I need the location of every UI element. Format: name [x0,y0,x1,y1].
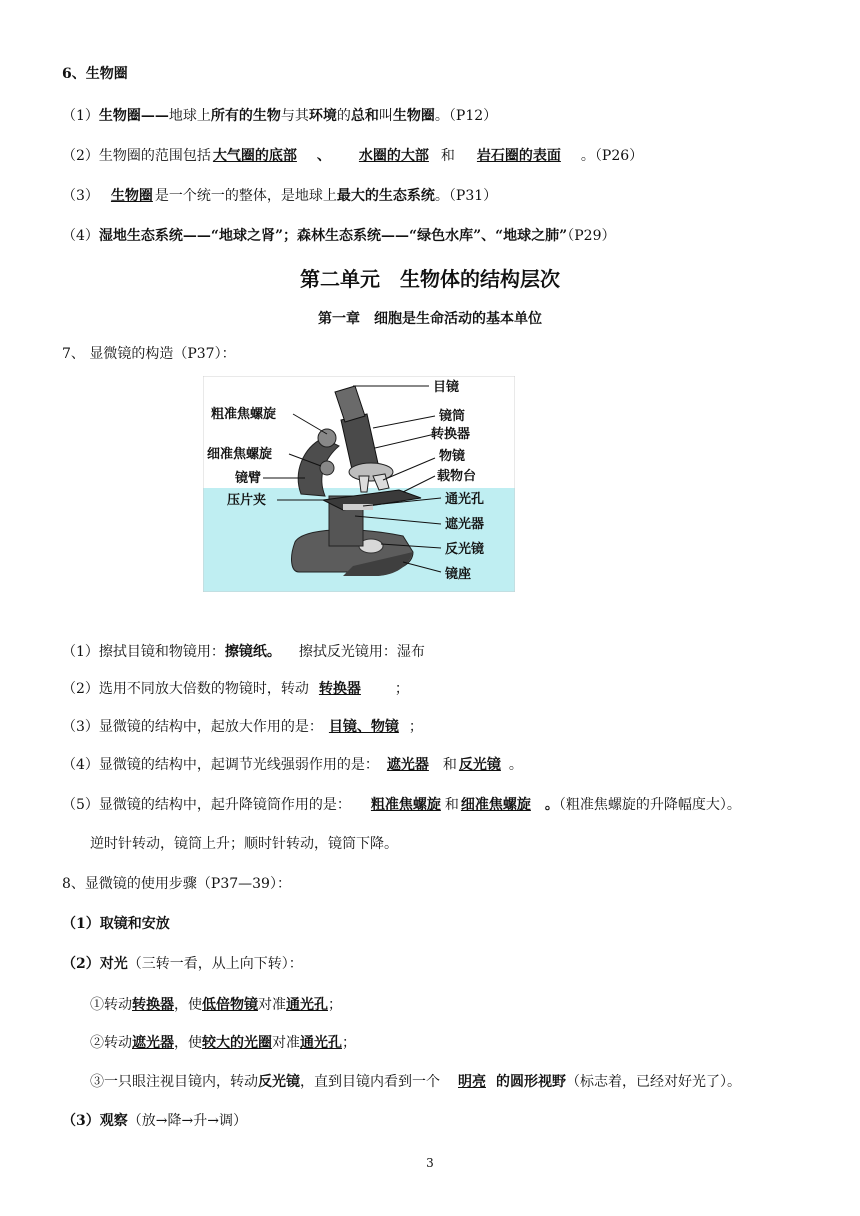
text: 和 [442,757,457,773]
label-base: 镜座 [445,567,472,582]
item-number: （3） [62,1113,100,1129]
s7-line-4 [62,755,523,775]
text: （P29） [567,228,616,244]
answer-blank: 反光镜 [458,757,501,773]
text: 生物圈的范围包括 [98,148,211,164]
answer-blank: 通光孔 [286,997,328,1013]
s8-step-1: （1）取镜和安放 [62,916,170,932]
label-coarse-knob: 粗准焦螺旋 [211,407,277,422]
text: ，使 [174,997,202,1013]
text: ③一只眼注视目镜内，转动 [90,1074,258,1090]
text-bold: 。 [544,797,559,813]
text: ②转动 [90,1035,132,1051]
s8-substep-3 [90,1072,741,1092]
text: （粗准焦螺旋的升降幅度大）。 [558,797,741,813]
item-number: （1） [62,108,99,124]
section-6-title: 6、生物圈 [62,66,128,82]
answer-blank: 目镜、物镜 [328,719,399,735]
text: 。 [508,757,523,773]
eyepiece-shape [335,386,365,422]
text-bold: 的圆形视野 [496,1074,566,1090]
text-bold: 观察 [99,1113,128,1129]
label-mirror: 反光镜 [445,542,485,557]
section-7-title: 7、 显微镜的构造（P37）： [62,346,236,362]
answer-blank: 明亮 [458,1074,486,1090]
text-bold: 擦镜纸。 [224,644,281,660]
text: ，直到目镜内看到一个 [300,1074,440,1090]
text-bold: 反光镜 [258,1074,300,1090]
label-hole: 通光孔 [445,492,485,507]
section-8-title: 8、显微镜的使用步骤（P37—39）： [62,876,291,892]
label-eyepiece: 目镜 [433,380,460,395]
label-diaphragm: 遮光器 [445,517,485,532]
s7-line-2 [62,679,409,699]
text-bold: 生物圈 [392,108,435,124]
answer-blank: 细准焦螺旋 [460,797,531,813]
label-arm: 镜臂 [235,471,262,486]
s6-line-4 [62,226,615,246]
chapter-title: 第一章 细胞是生命活动的基本单位 [318,311,542,327]
item-number: （5） [62,797,99,813]
text: 与其 [280,108,309,124]
text-bold: 湿地生态系统——“地球之肾”；森林生态系统——“绿色水库”、“地球之肺” [98,228,568,244]
answer-blank: 低倍物镜 [202,997,258,1013]
unit-title: 第二单元 生物体的结构层次 [300,267,560,291]
item-number: （2） [62,148,99,164]
s6-line-2 [62,146,643,166]
label-clip: 压片夹 [227,493,267,508]
text: 。（P26） [580,148,644,164]
text-bold: 最大的生态系统 [336,188,435,204]
s7-line-6: 逆时针转动，镜筒上升；顺时针转动，镜筒下降。 [90,836,398,852]
fine-knob-shape [320,461,334,475]
text: （放→降→升→调） [127,1113,247,1129]
microscope-diagram [203,376,515,592]
item-number: （3） [62,188,99,204]
answer-blank: 粗准焦螺旋 [370,797,441,813]
item-number: （3） [62,719,99,735]
text: 显微镜的结构中，起升降镜筒作用的是： [98,797,351,813]
text: ①转动 [90,997,132,1013]
answer-blank: 转换器 [318,681,361,697]
text: ，使 [174,1035,202,1051]
answer-blank: 较大的光圈 [202,1035,272,1051]
s6-line-3 [62,186,497,206]
item-number: （2） [62,956,100,972]
item-number: （2） [62,681,99,697]
text: 的 [336,108,351,124]
text-bold: 生物圈—— [98,108,169,124]
item-number: （4） [62,228,99,244]
text: 、 [316,148,331,164]
text-bold: 所有的生物 [210,108,281,124]
label-fine-knob: 细准焦螺旋 [207,447,273,462]
text: ； [342,1035,356,1051]
text: 叫 [378,108,393,124]
text: （标志着，已经对好光了）。 [566,1074,741,1090]
text: ； [408,719,423,735]
s8-substep-1 [90,995,342,1015]
text: 和 [440,148,455,164]
item-number: （4） [62,757,99,773]
page-number: 3 [426,1156,434,1170]
text: ； [328,997,342,1013]
label-stage: 载物台 [437,469,477,484]
text: 是一个统一的整体，是地球上 [154,188,337,204]
s8-step-2 [62,954,303,974]
answer-blank: 通光孔 [300,1035,342,1051]
label-tube: 镜筒 [439,409,466,424]
s8-step-3 [62,1111,247,1131]
answer-blank: 遮光器 [132,1035,174,1051]
s6-line-1 [62,106,497,126]
text: 显微镜的结构中，起放大作用的是： [98,719,323,735]
text-bold: 环境 [308,108,337,124]
s7-line-5 [62,795,741,815]
text: 对准 [272,1035,300,1051]
label-converter: 转换器 [431,427,471,442]
text: 。（P31） [434,188,498,204]
text: 对准 [258,997,286,1013]
text-bold: 总和 [350,108,379,124]
answer-blank: 水圈的大部 [358,148,429,164]
answer-blank: 遮光器 [386,757,429,773]
answer-blank: 生物圈 [110,188,153,204]
text: 选用不同放大倍数的物镜时，转动 [98,681,309,697]
answer-blank: 岩石圈的表面 [476,148,561,164]
s7-line-3 [62,717,423,737]
text-bold: 对光 [99,956,128,972]
answer-blank: 大气圈的底部 [212,148,297,164]
s7-line-1 [62,642,425,662]
label-objective: 物镜 [439,449,466,464]
text: 显微镜的结构中，起调节光线强弱作用的是： [98,757,379,773]
text: ； [394,681,409,697]
answer-blank: 转换器 [132,997,174,1013]
coarse-knob-shape [318,429,336,447]
text: 擦拭目镜和物镜用： [98,644,225,660]
text: 地球上 [168,108,211,124]
item-number: （1） [62,644,99,660]
text: 和 [444,797,459,813]
text: 擦拭反光镜用：湿布 [298,644,425,660]
s8-substep-2 [90,1033,356,1053]
text: 。（P12） [434,108,498,124]
text: （三转一看，从上向下转）： [127,956,303,972]
